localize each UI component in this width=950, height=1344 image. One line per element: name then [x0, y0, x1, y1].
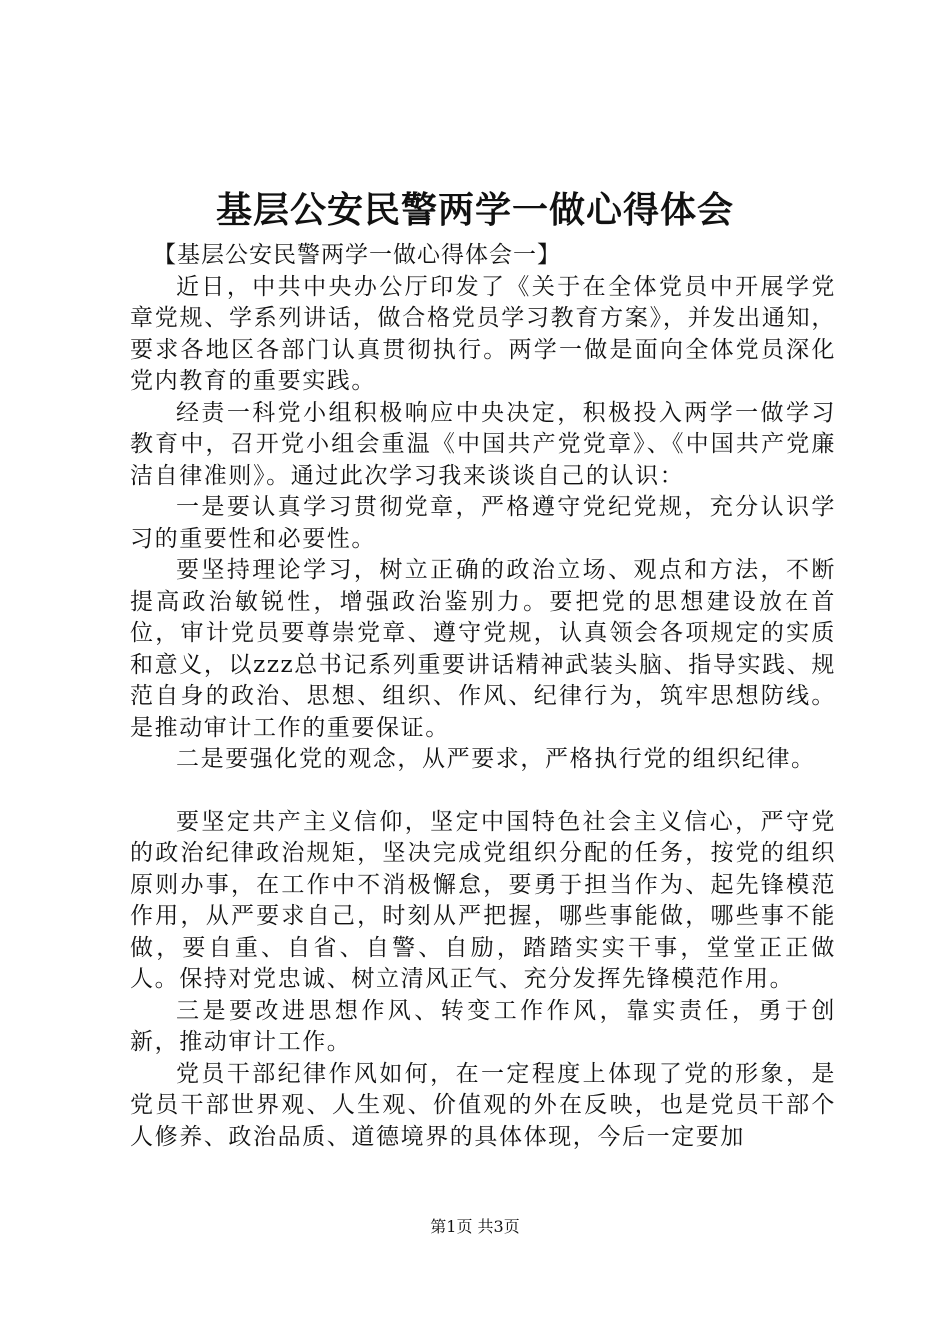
document-body	[130, 240, 836, 1153]
paragraph: 党员干部纪律作风如何，在一定程度上体现了党的形象，是党员干部世界观、人生观、价值观的外在反映，也是党员干部个人修养、政治品质、道德境界的具体体现，今后一定要加	[130, 1060, 836, 1150]
paragraph: 一是要认真学习贯彻党章，严格遵守党纪党规，充分认识学习的重要性和必要性。	[130, 494, 836, 552]
document-subtitle: 【基层公安民警两学一做心得体会一】	[153, 242, 561, 268]
paragraph: 近日，中共中央办公厅印发了《关于在全体党员中开展学党章党规、学系列讲话，做合格党员学习教育方案》，并发出通知，要求各地区各部门认真贯彻执行。两学一做是面向全体党员深化党内教育的重要实践。	[130, 273, 836, 394]
paragraph: 要坚持理论学习，树立正确的政治立场、观点和方法，不断提高政治敏锐性，增强政治鉴别力。要把党的思想建设放在首位，审计党员要尊崇党章、遵守党规，认真领会各项规定的实质和意义，以zzz总书记系列重要讲话精神武装头脑、指导实践、规范自身的政治、思想、组织、作风、纪律行为，筑牢思想防线。是推动审计工作的重要保证。	[130, 557, 836, 741]
paragraph: 三是要改进思想作风、转变工作作风，靠实责任，勇于创新，推动审计工作。	[130, 997, 836, 1055]
page-indicator: 第1页 共3页	[430, 1217, 520, 1236]
paragraph: 要坚定共产主义信仰，坚定中国特色社会主义信心，严守党的政治纪律政治规矩，坚决完成党组织分配的任务，按党的组织原则办事，在工作中不消极懈怠，要勇于担当作为、起先锋模范作用，从严要求自己，时刻从严把握，哪些事能做，哪些事不能做，要自重、自省、自警、自励，踏踏实实干事，堂堂正正做人。保持对党忠诚、树立清风正气、充分发挥先锋模范作用。	[130, 808, 836, 992]
document-title: 基层公安民警两学一做心得体会	[215, 189, 734, 231]
paragraph: 经责一科党小组积极响应中央决定，积极投入两学一做学习教育中，召开党小组会重温《中国共产党党章》、《中国共产党廉洁自律准则》。通过此次学习我来谈谈自己的认识：	[130, 399, 836, 489]
page-footer	[0, 1216, 950, 1238]
paragraph: 二是要强化党的观念，从严要求，严格执行党的组织纪律。	[176, 746, 816, 772]
